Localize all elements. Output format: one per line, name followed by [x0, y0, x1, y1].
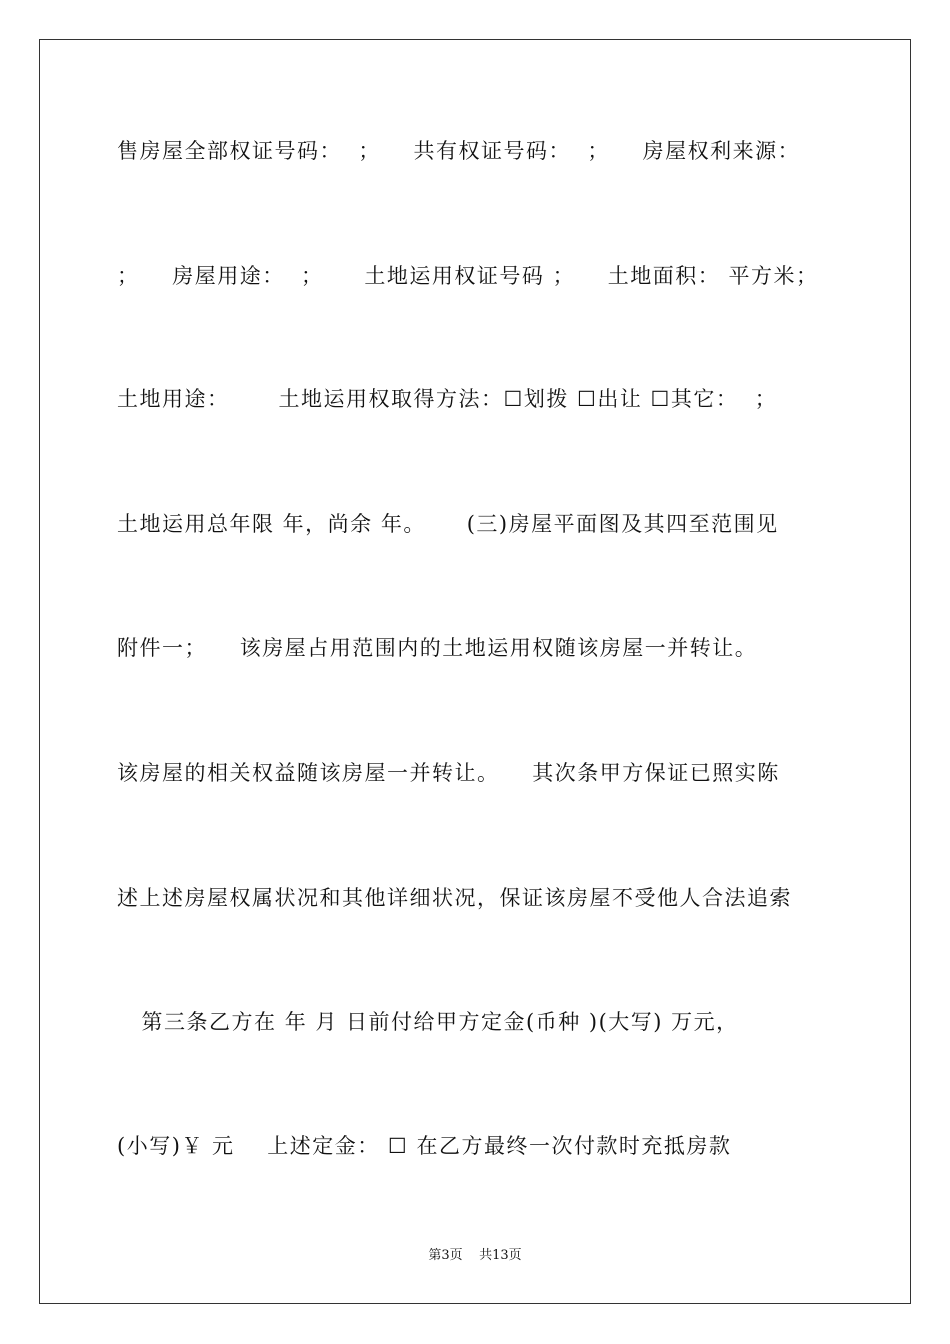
page-border: [39, 39, 911, 1304]
document-line-9: (小写)￥ 元 上述定金： ☐ 在乙方最终一次付款时充抵房款: [117, 1134, 732, 1158]
document-line-1: 售房屋全部权证号码： ； 共有权证号码： ； 房屋权利来源：: [117, 139, 801, 163]
document-line-6: 该房屋的相关权益随该房屋一并转让。 其次条甲方保证已照实陈: [117, 761, 780, 785]
document-line-3: 土地用途： 土地运用权取得方法：☐划拨 ☐出让 ☐其它： ；: [117, 387, 778, 411]
document-line-5: 附件一； 该房屋占用范围内的土地运用权随该房屋一并转让。: [117, 636, 758, 660]
document-line-2: ； 房屋用途： ； 土地运用权证号码 ； 土地面积： 平方米；: [117, 264, 819, 288]
document-line-7: 述上述房屋权属状况和其他详细状况，保证该房屋不受他人合法追索: [117, 886, 792, 910]
page-number-footer: 第3页 共13页: [428, 1248, 522, 1263]
document-line-8: 第三条乙方在 年 月 日前付给甲方定金(币种 )(大写) 万元，: [117, 1010, 739, 1034]
document-line-4: 土地运用总年限 年，尚余 年。 (三)房屋平面图及其四至范围见: [117, 512, 779, 536]
